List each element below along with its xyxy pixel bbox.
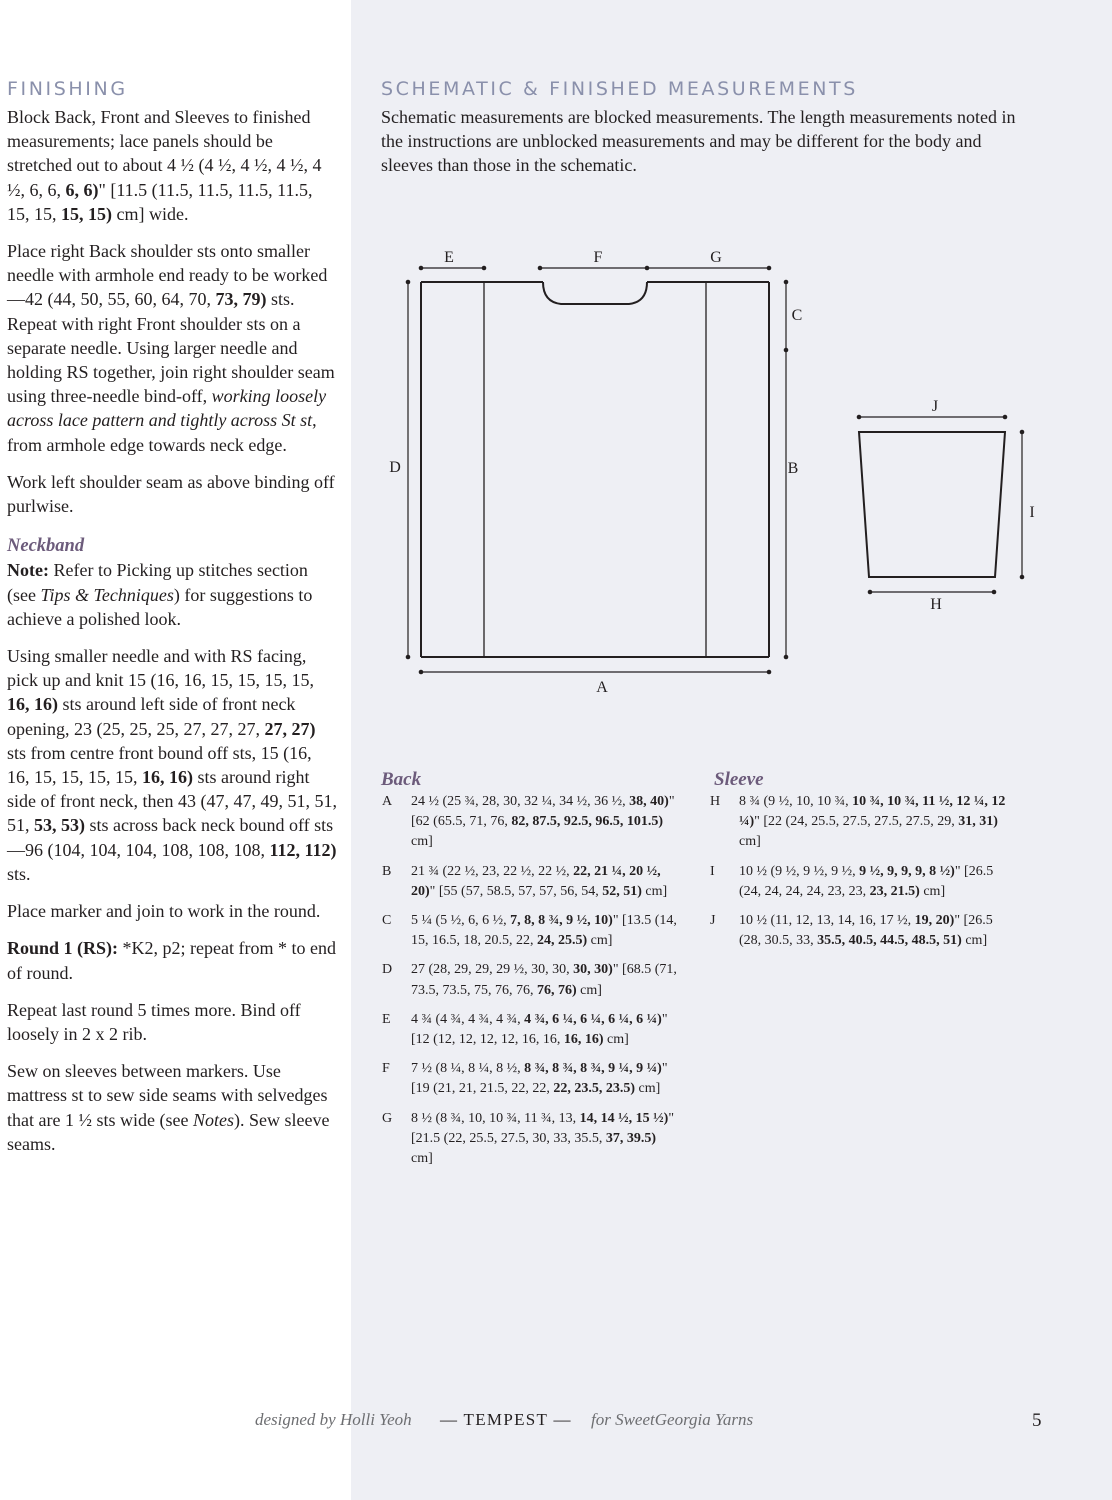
sleeve-row-I <box>708 862 1008 911</box>
label-E: E <box>444 249 454 266</box>
label-J: J <box>931 398 939 415</box>
neckband-p8: Sew on sleeves between markers. Use mattress st to sew side seams with selvedges that are 1 ½ sts wide (see Notes). Sew sleeve seams. <box>7 1061 330 1154</box>
sleeve-measurements <box>708 792 1008 960</box>
finishing-heading: FINISHING <box>7 78 128 100</box>
schematic-diagram <box>380 240 1060 710</box>
measure-key: B <box>382 863 392 879</box>
measure-value: 4 ¾ (4 ¾, 4 ¾, 4 ¾, 4 ¾, 6 ¼, 6 ¼, 6 ¼, 6 ¼)" [12 (12, 12, 12, 12, 16, 16, 16, 16) cm] <box>411 1011 668 1048</box>
label-I: I <box>1029 504 1035 521</box>
measure-value: 10 ½ (11, 12, 13, 14, 16, 17 ½, 19, 20)" [26.5 (28, 30.5, 33, 35.5, 40.5, 44.5, 48.5, 51) cm] <box>739 913 993 949</box>
measure-value: 8 ¾ (9 ½, 10, 10 ¾, 10 ¾, 10 ¾, 11 ½, 12 ¼, 12 ¼)" [22 (24, 25.5, 27.5, 27.5, 27.5, 29, 31, 31) cm] <box>739 794 1006 850</box>
back-row-E <box>380 1010 680 1059</box>
measure-key: G <box>382 1110 393 1126</box>
back-row-D <box>380 960 680 1009</box>
measure-value: 21 ¾ (22 ½, 23, 22 ½, 22 ½, 22, 21 ¼, 20 ½, 20)" [55 (57, 58.5, 57, 57, 56, 54, 52, 51) cm] <box>411 863 668 899</box>
back-row-B <box>380 862 680 911</box>
back-title: Back <box>381 769 422 790</box>
label-A: A <box>596 679 608 696</box>
footer-title: — TEMPEST — <box>440 1410 572 1429</box>
measure-key: I <box>710 863 715 879</box>
sleeve-title: Sleeve <box>714 769 764 790</box>
back-row-G <box>380 1109 680 1179</box>
finishing-p2: Place right Back shoulder sts onto smaller needle with armhole end ready to be worked—42 (44, 50, 55, 60, 64, 70, 73, 79) sts. Repeat with right Front shoulder sts on a separate needle. Using larger needle and holding RS together, join right shoulder seam using three-needle bind-off, working loosely across lace pattern and tightly across St st, from armhole edge towards neck edge. <box>7 241 335 455</box>
right-panel-background <box>351 0 1112 1500</box>
measure-key: C <box>382 913 392 929</box>
page-footer <box>0 1410 1112 1434</box>
sleeve-outline <box>859 432 1005 577</box>
back-row-A <box>380 792 680 862</box>
neckband-p6: Round 1 (RS): *K2, p2; repeat from * to end of round. <box>7 938 336 983</box>
back-row-C <box>380 911 680 960</box>
label-H: H <box>930 596 942 613</box>
label-B: B <box>787 460 799 477</box>
neckband-note: Note: Refer to Picking up stitches section (see Tips & Techniques) for suggestions to achieve a polished look. <box>7 560 313 629</box>
label-C: C <box>791 307 803 324</box>
schematic-intro: Schematic measurements are blocked measurements. The length measurements noted in the instructions are unblocked measurements and may be different for the body and sleeves than those in the schematic. <box>381 107 1016 176</box>
finishing-p1: Block Back, Front and Sleeves to finished measurements; lace panels should be stretched out to about 4 ½ (4 ½, 4 ½, 4 ½, 4 ½, 6, 6, 6, 6)" [11.5 (11.5, 11.5, 11.5, 11.5, 15, 15, 15, 15) cm] wide. <box>7 107 322 224</box>
measure-key: A <box>382 794 393 809</box>
back-measurements <box>380 792 680 1178</box>
finishing-column <box>7 105 337 1169</box>
neckband-heading: Neckband <box>7 536 85 557</box>
measure-key: D <box>382 962 393 978</box>
measure-key: J <box>710 913 716 929</box>
measure-value: 24 ½ (25 ¾, 28, 30, 32 ¼, 34 ½, 36 ½, 38, 40)" [62 (65.5, 71, 76, 82, 87.5, 92.5, 96.5, 101.5) cm] <box>411 794 675 850</box>
measure-value: 5 ¼ (5 ½, 6, 6 ½, 7, 8, 8 ¾, 9 ½, 10)" [13.5 (14, 15, 16.5, 18, 20.5, 22, 24, 25.5) cm] <box>411 913 677 949</box>
measure-value: 27 (28, 29, 29, 29 ½, 30, 30, 30, 30)" [68.5 (71, 73.5, 73.5, 75, 76, 76, 76, 76) cm] <box>411 962 677 998</box>
label-F: F <box>593 249 603 266</box>
body-outline <box>421 282 769 657</box>
dimension-endpoints <box>406 266 1025 675</box>
back-row-F <box>380 1059 680 1108</box>
measure-value: 8 ½ (8 ¾, 10, 10 ¾, 11 ¾, 13, 14, 14 ½, 15 ½)" [21.5 (22, 25.5, 27.5, 30, 33, 35.5, 37, 39.5) cm] <box>411 1110 675 1167</box>
sleeve-row-H <box>708 792 1008 862</box>
finishing-p3: Work left shoulder seam as above binding off purlwise. <box>7 471 335 517</box>
footer-designer: designed by Holli Yeoh <box>255 1410 412 1429</box>
measure-value: 10 ½ (9 ½, 9 ½, 9 ½, 9 ½, 9, 9, 9, 8 ½)" [26.5 (24, 24, 24, 24, 23, 23, 23, 21.5) cm] <box>739 863 994 899</box>
neckband-p4: Using smaller needle and with RS facing, pick up and knit 15 (16, 16, 15, 15, 15, 15, 16, 16) sts around left side of front neck opening, 23 (25, 25, 25, 27, 27, 27, 27, 27) sts from centre front bound off sts, 15 (16, 16, 15, 15, 15, 15, 16, 16) sts around right side of front neck, then 43 (47, 47, 49, 51, 51, 51, 53, 53) sts across back neck bound off sts—96 (104, 104, 104, 108, 108, 108, 112, 112) sts. <box>7 646 337 884</box>
label-G: G <box>710 249 722 266</box>
sleeve-row-J <box>708 911 1008 960</box>
measure-key: F <box>382 1061 390 1077</box>
page-number: 5 <box>1032 1410 1042 1431</box>
neckband-p5: Place marker and join to work in the round. <box>7 901 321 922</box>
label-D: D <box>389 459 401 476</box>
footer-brand: for SweetGeorgia Yarns <box>591 1410 754 1429</box>
measure-key: H <box>710 794 721 809</box>
measure-key: E <box>382 1011 391 1027</box>
schematic-heading: SCHEMATIC & FINISHED MEASUREMENTS <box>381 78 858 100</box>
measure-value: 7 ½ (8 ¼, 8 ¼, 8 ½, 8 ¾, 8 ¾, 8 ¾, 9 ¼, 9 ¼)" [19 (21, 21, 21.5, 22, 22, 22, 23.5, 23.5) cm] <box>411 1061 668 1097</box>
neckband-p7: Repeat last round 5 times more. Bind off loosely in 2 x 2 rib. <box>7 999 301 1044</box>
